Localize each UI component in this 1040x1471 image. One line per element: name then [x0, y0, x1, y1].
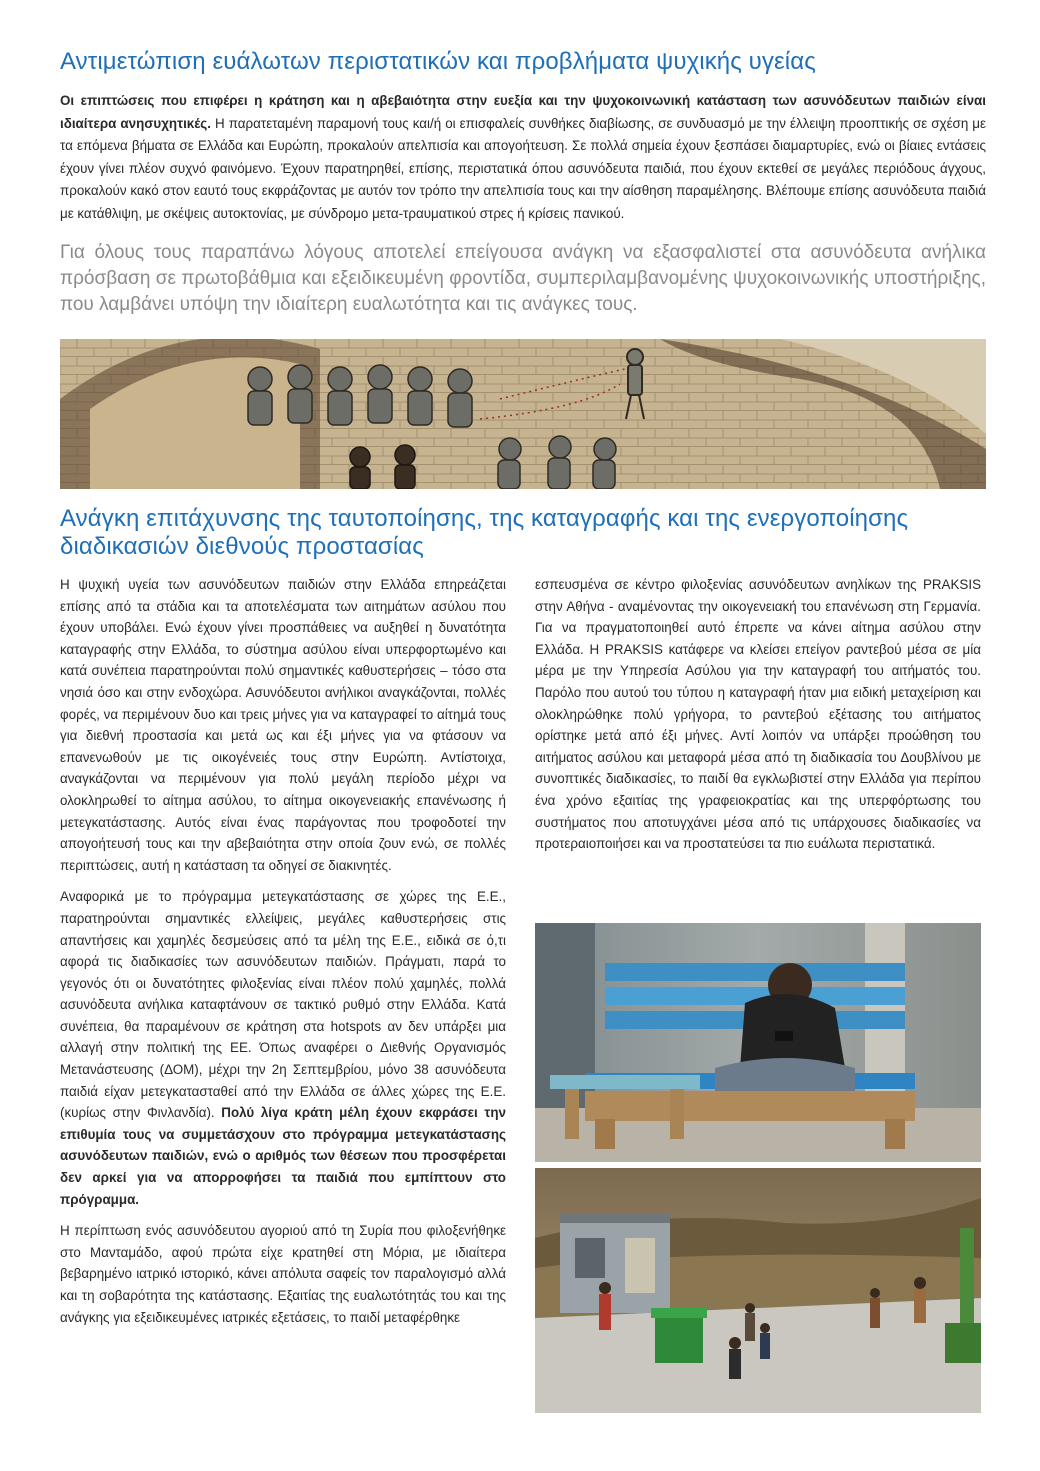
- paragraph-mental-health: Η ψυχική υγεία των ασυνόδευτων παιδιών στην Ελλάδα επηρεάζεται επίσης από τα στάδια και τα αποτελέσματα των αιτημάτων ασύλου που έχουν υποβάλει. Ενώ έχουν γίνει προσπάθειες να αυξηθεί η δυνατότητα καταγραφής στην Ελλάδα, το σύστημα ασύλου είναι υπερφορτωμένο και κατά συνέπεια παρατηρούνται πολύ σημαντικές καθυστερήσεις – τόσο στα νησιά όσο και στην ενδοχώρα. Ασυνόδευτοι ανήλικοι αναγκάζονται, πολλές φορές, να περιμένουν δυο και τρεις μήνες για να καταγραφεί το αίτημά τους για διεθνή προστασία και μετά ως και έξι μήνες για να φτάσουν να επανενωθούν με τις οικογένειές τους στην Ευρώπη. Αντίστοιχα, αναγκάζονται να περιμένουν για πολύ μεγάλη περίοδο μέχρι να ολοκληρωθεί το αίτημα ασύλου, το αίτημα οικογενειακής επανένωσης ή μετεγκατάστασης. Αυτός είναι ένας παράγοντας που τροφοδοτεί την απογοήτευσή τους και την αβεβαιότητα στην οποία ζουν ενώ, σε πολλές περιπτώσεις, αυτή η κατάσταση τα οδηγεί σε διακινητές.: [60, 577, 506, 873]
- paragraph-relocation-bold: Πολύ λίγα κράτη μέλη έχουν εκφράσει την επιθυμία τους να συμμετάσχουν στο πρόγραμμα μετεγκατάστασης ασυνόδευτων παιδιών, ενώ ο αριθμός των θέσεων που προσφέρεται δεν αρκεί για να απορροφήσει τα παιδιά που εμπίπτουν στο πρόγραμμα.: [60, 1105, 506, 1207]
- section-title-vulnerable-cases: Αντιμετώπιση ευάλωτων περιστατικών και προβλήματα ψυχικής υγείας: [60, 48, 816, 75]
- right-column: [535, 574, 981, 865]
- left-column: [60, 574, 506, 1338]
- paragraph-relocation-text: Αναφορικά με το πρόγραμμα μετεγκατάστασης σε χώρες της Ε.Ε., παρατηρούνται σημαντικές ελλείψεις, μεγάλες καθυστερήσεις στις απαντήσεις και χαμηλές δεσμεύσεις από τα μέλη της Ε.Ε., ειδικά σε ό,τι αφορά τις διαδικασίες των ασυνόδευτων παιδιών. Πράγματι, παρά το γεγονός ότι οι δυνατότητες φιλοξενίας είναι πλέον πολύ χαμηλές, πολλά ασυνόδευτα ανήλικα καταφτάνουν σε τακτικό ρυθμό στην Ελλάδα. Κατά συνέπεια, θα παραμένουν σε κράτηση στα hotspots αν δεν υπάρξει μια αλλαγή στην πολιτική της ΕΕ. Όπως αναφέρει ο Διεθνής Οργανισμός Μετανάστευσης (ΔΟΜ), μέχρι την 2η Σεπτεμβρίου, μόνο 38 ασυνόδευτα παιδιά είχαν μετεγκατασταθεί από την Ελλάδα σε άλλες χώρες της Ε.Ε. (κυρίως στην Φινλανδία).: [60, 889, 506, 1121]
- pull-quote: Για όλους τους παραπάνω λόγους αποτελεί επείγουσα ανάγκη να εξασφαλιστεί στα ασυνόδευτα ανήλικα πρόσβαση σε πρωτοβάθμια και εξειδικευμένη φροντίδα, συμπεριλαμβανομένης ψυχοκοινωνικής υποστήριξης, που λαμβάνει υπόψη την ιδιαίτερη ευαλωτότητα και τις ανάγκες τους.: [60, 242, 986, 315]
- paragraph-syria-case: Η περίπτωση ενός ασυνόδευτου αγοριού από τη Συρία που φιλοξενήθηκε στο Μανταμάδο, αφού πρώτα είχε κρατηθεί στη Μόρια, με ιδιαίτερα βεβαρημένο ιατρικό ιστορικό, κάνει απόλυτα σαφείς τον παραλογισμό αλλά και τη σοβαρότητα της κατάστασης. Εξαιτίας της ευαλωτότητάς του και της ανάγκης για εξειδικευμένες ιατρικές εξετάσεις, το παιδί μεταφέρθηκε: [60, 1223, 506, 1325]
- camp-yard-photo: [535, 1168, 981, 1413]
- mural-drawing-image: [60, 339, 986, 489]
- paragraph-relocation: [60, 886, 506, 1210]
- boy-on-bench-photo: [535, 923, 981, 1162]
- paragraph-praksis-case: εσπευσμένα σε κέντρο φιλοξενίας ασυνόδευτων ανηλίκων της PRAKSIS στην Αθήνα - αναμένοντας την οικογενειακή του επανένωση στη Γερμανία. Για να πραγματοποιηθεί αυτό έπρεπε να κάνει αίτημα ασύλου στην Ελλάδα. Η PRAKSIS κατάφερε να κλείσει επείγον ραντεβού μέσα σε μία μέρα με την Υπηρεσία Ασύλου για την καταγραφή του αιτήματός του. Παρόλο που αυτού του τύπου η καταγραφή ήταν μια ειδική μεταχείριση και ολοκληρώθηκε πολύ γρήγορα, το ραντεβού εξέτασης του αιτήματος ορίστηκε μετά από έξι μήνες. Αντί λοιπόν να υπάρξει προώθηση του αιτήματος ασύλου και μεταφορά μέσα από τη διαδικασία του Δουβλίνου με συνοπτικές διαδικασίες, το παιδί θα εγκλωβιστεί στην Ελλάδα για περίπου ένα χρόνο εξαιτίας της γραφειοκρατίας και της υπερφόρτωσης του συστήματος που αποτυγχάνει μέσα από τις υπάρχουσες διαδικασίες να προτεραιοποιήσει και να προστατεύσει τα πιο ευάλωτα περιστατικά.: [535, 577, 981, 852]
- section-body-vulnerable-cases: [60, 90, 986, 225]
- body-text: Η παρατεταμένη παραμονή τους και/ή οι επισφαλείς συνθήκες διαβίωσης, σε συνδυασμό με την έλλειψη προοπτικής σε σχέση με τα επόμενα βήματα σε Ελλάδα και Ευρώπη, προκαλούν απελπισία και απογοήτευση. Σε πολλά σημεία έχουν ξεσπάσει διαμαρτυρίες, ενώ οι βίαιες εντάσεις έχουν γίνει πλέον συχνό φαινόμενο. Έχουν παρατηρηθεί, επίσης, περιστατικά όπου ασυνόδευτα παιδιά, που έχουν εκτεθεί σε μεγάλες περιόδους άγχους, προκαλούν κακό στον εαυτό τους εκφράζοντας με αυτόν τον τρόπο την απελπισία τους και την αίσθηση παραμέλησης. Βλέπουμε επίσης ασυνόδευτα παιδιά με κατάθλιψη, με σκέψεις αυτοκτονίας, με σύνδρομο μετα-τραυματικού στρες ή κρίσεις πανικού.: [60, 115, 986, 221]
- section-title-procedures: Ανάγκη επιτάχυνσης της ταυτοποίησης, της καταγραφής και της ενεργοποίησης διαδικασιών διεθνούς προστασίας: [60, 505, 909, 560]
- body-bold-lead: Οι επιπτώσεις που επιφέρει η κράτηση και η αβεβαιότητα στην ευεξία και την ψυχοκοινωνική κατάσταση των ασυνόδευτων παιδιών είναι ιδιαίτερα ανησυχητικές.: [60, 93, 986, 131]
